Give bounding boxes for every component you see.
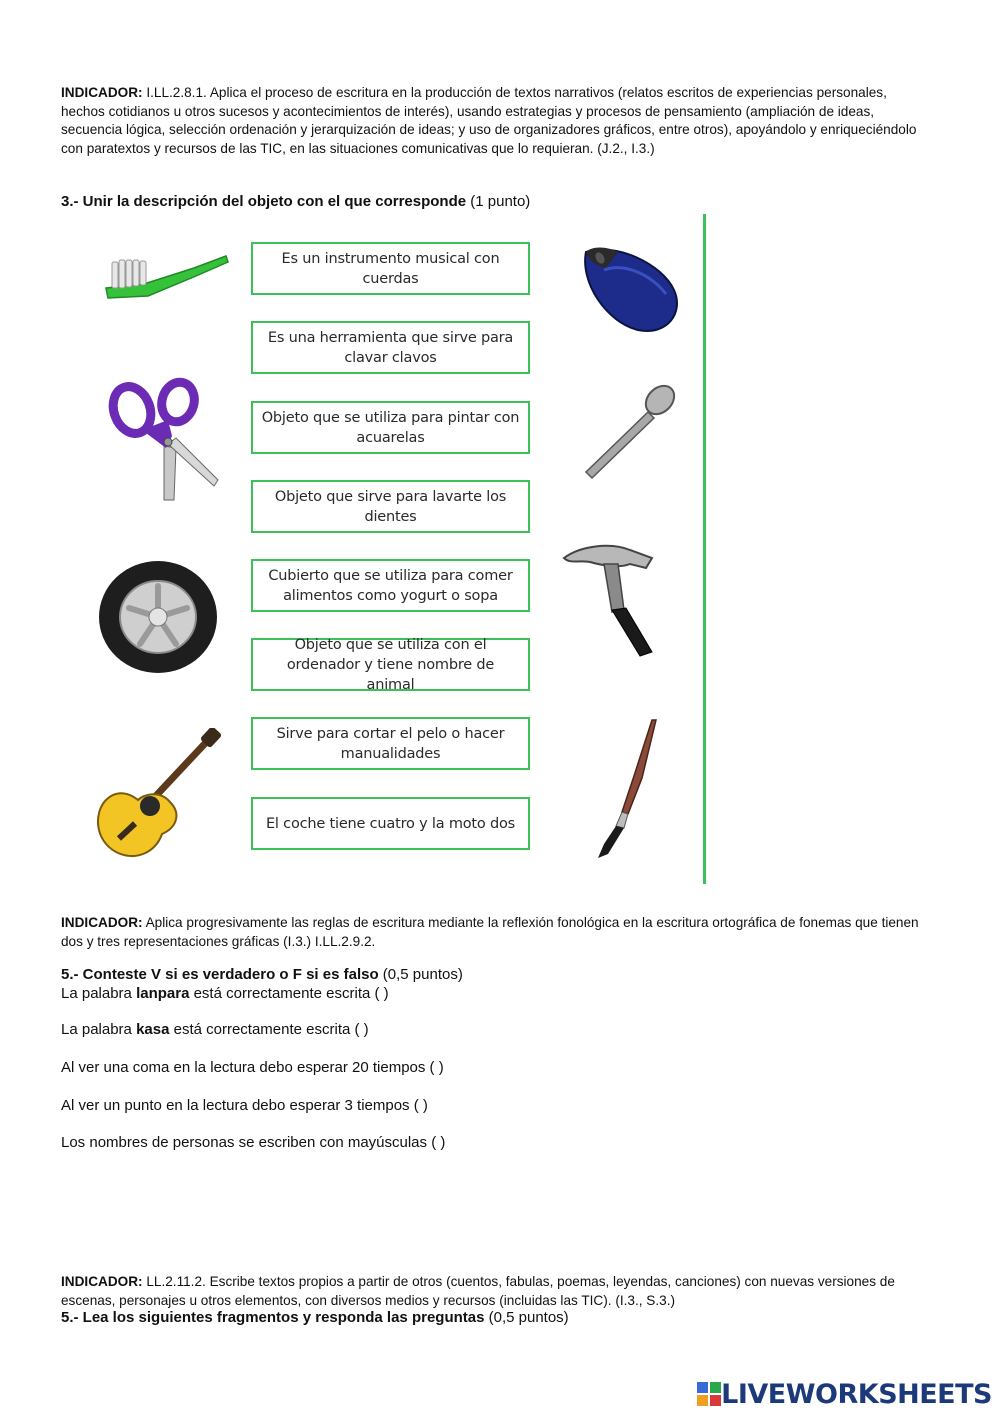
divider-line <box>703 214 706 884</box>
description-box-7[interactable]: Sirve para cortar el pelo o hacer manualidades <box>251 717 530 770</box>
indicator-3 <box>61 1273 921 1310</box>
scissors-image[interactable] <box>106 376 221 504</box>
brand-name: LIVEWORKSHEETS <box>721 1378 992 1410</box>
logo-grid-icon <box>697 1382 721 1406</box>
tire-image[interactable] <box>98 560 220 675</box>
statement-2[interactable]: La palabra kasa está correctamente escrita ( ) <box>61 1021 369 1038</box>
indicator-text: Aplica progresivamente las reglas de escritura mediante la reflexión fonológica en la escritura ortográfica de fonemas que tienen dos y tres representaciones gráficas (I.3.) I.LL.2.9.2. <box>61 915 919 949</box>
indicator-text: LL.2.11.2. Escribe textos propios a partir de otros (cuentos, fabulas, poemas, leyendas, canciones) con nuevas versiones de escenas, personajes u otros elementos, con diversos medios y recursos (incluidas las TIC). (I.3., S.3.) <box>61 1274 895 1308</box>
statement-5[interactable]: Los nombres de personas se escriben con mayúsculas ( ) <box>61 1134 446 1151</box>
description-box-5[interactable]: Cubierto que se utiliza para comer alimentos como yogurt o sopa <box>251 559 530 612</box>
indicator-2 <box>61 914 921 951</box>
description-box-3[interactable]: Objeto que se utiliza para pintar con acuarelas <box>251 401 530 454</box>
description-box-4[interactable]: Objeto que sirve para lavarte los dientes <box>251 480 530 533</box>
indicator-label: INDICADOR: <box>61 915 143 930</box>
description-box-2[interactable]: Es una herramienta que sirve para clavar clavos <box>251 321 530 374</box>
guitar-image[interactable] <box>92 728 222 860</box>
indicator-label: INDICADOR: <box>61 1274 143 1289</box>
paintbrush-image[interactable] <box>588 718 660 858</box>
hammer-image[interactable] <box>560 540 660 658</box>
liveworksheets-logo[interactable] <box>697 1376 992 1412</box>
description-box-1[interactable]: Es un instrumento musical con cuerdas <box>251 242 530 295</box>
question-3-title: 3.- Unir la descripción del objeto con el que corresponde (1 punto) <box>61 193 531 210</box>
statement-1[interactable]: La palabra lanpara está correctamente escrita ( ) <box>61 985 389 1002</box>
question-5b-title: 5.- Lea los siguientes fragmentos y responda las preguntas (0,5 puntos) <box>61 1309 569 1326</box>
question-5a-title: 5.- Conteste V si es verdadero o F si es falso (0,5 puntos) <box>61 966 463 983</box>
mouse-image[interactable] <box>576 242 682 334</box>
statement-4[interactable]: Al ver un punto en la lectura debo esperar 3 tiempos ( ) <box>61 1097 428 1114</box>
statement-3[interactable]: Al ver una coma en la lectura debo esperar 20 tiempos ( ) <box>61 1059 444 1076</box>
spoon-image[interactable] <box>578 380 682 484</box>
description-box-8[interactable]: El coche tiene cuatro y la moto dos <box>251 797 530 850</box>
indicator-label: INDICADOR: <box>61 85 143 100</box>
indicator-text: I.LL.2.8.1. Aplica el proceso de escritura en la producción de textos narrativos (relatos escritos de experiencias personales, hechos cotidianos u otros sucesos y acontecimientos de interés), usando estrategias y procesos de pensamiento (ampliación de ideas, secuencia lógica, selección ordenación y jerarquización de ideas; y uso de organizadores gráficos, entre otros), apoyándolo y enriqueciéndolo con paratextos y recursos de las TIC, en las situaciones comunicativas que lo requieran. (J.2., I.3.) <box>61 85 917 156</box>
toothbrush-image[interactable] <box>104 250 230 302</box>
description-box-6[interactable]: Objeto que se utiliza con el ordenador y tiene nombre de animal <box>251 638 530 691</box>
indicator-1 <box>61 84 921 158</box>
